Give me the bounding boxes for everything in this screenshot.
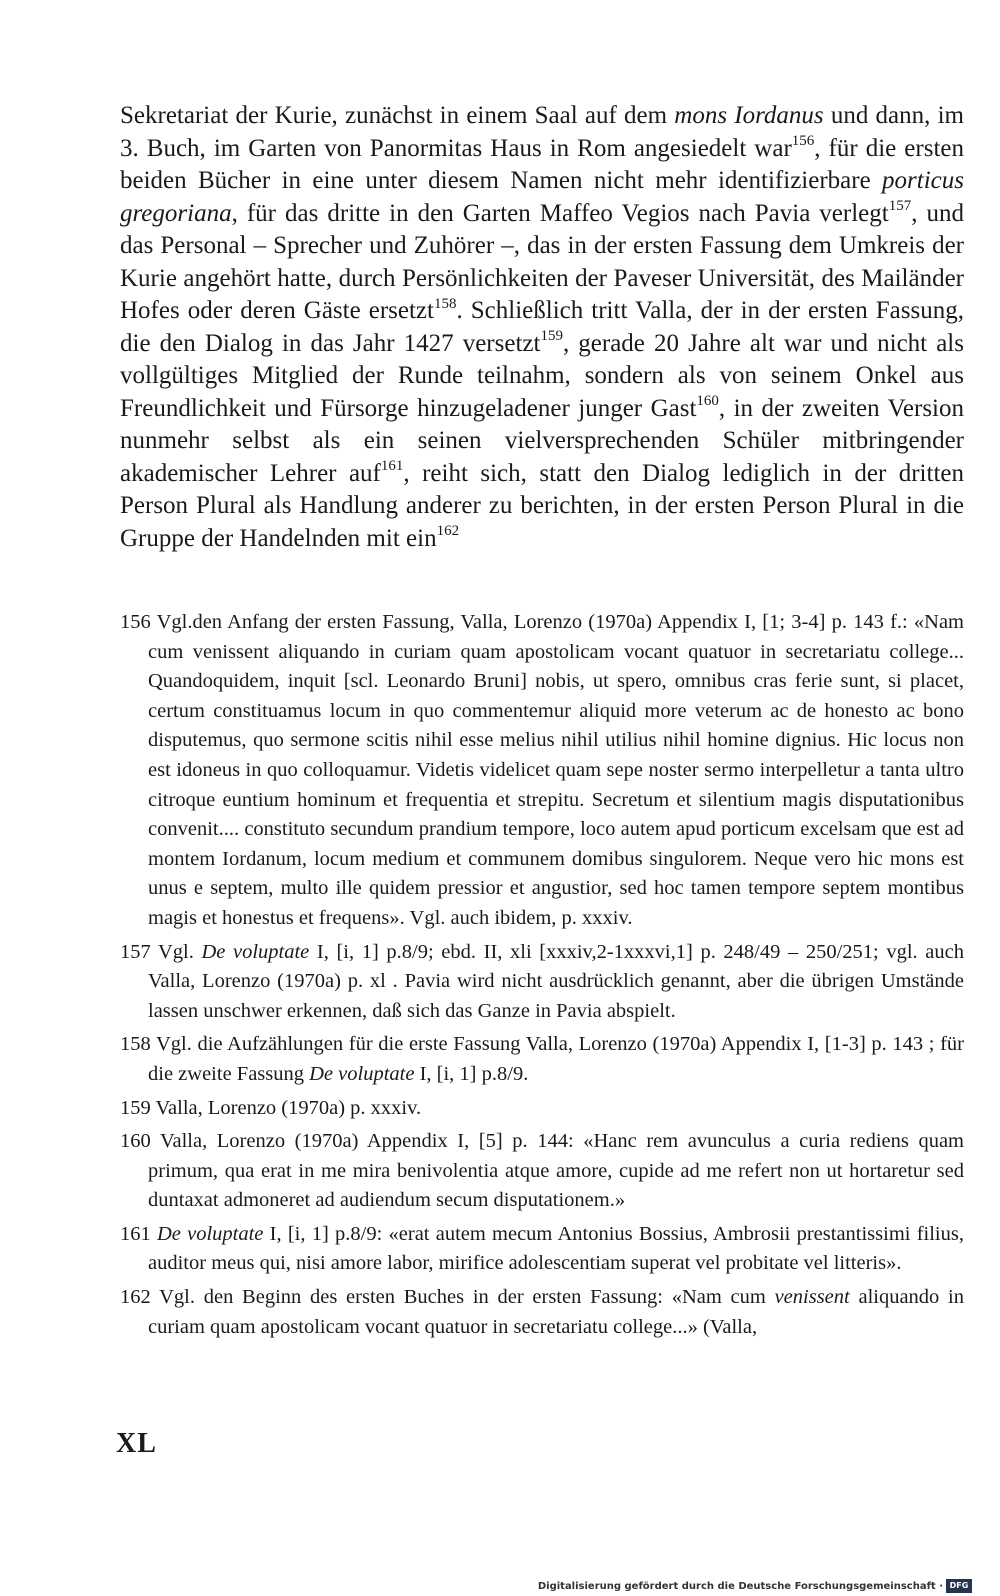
footnote-ref[interactable]: 157 [888, 198, 912, 215]
footnote-text: I, [i, 1] p.8/9: «erat autem mecum Antonius Bossius, Ambrosii prestantissimi filius, auditor meus qui, nisi amore labor, mirifice adolescentiam superat vel probitate vel litteris». [148, 1222, 964, 1275]
main-text [120, 100, 964, 555]
text-run: , reiht sich, statt den Dialog lediglich in der dritten Person Plural als Handlung anderer zu berichten, in der ersten Person Plural in die Gruppe der Handelnden mit ein [120, 459, 964, 552]
dfg-logo-icon: DFG [946, 1579, 972, 1593]
footnote-text: 157 Vgl. [120, 940, 202, 963]
italic-title: De voluptate [309, 1062, 415, 1085]
footnote-text: aliquando in curiam quam apostolicam vocant quatuor in secretariatu college...» (Valla, [148, 1286, 964, 1338]
footnote-159 [120, 1094, 964, 1124]
footnote-text: I, [i, 1] p.8/9; ebd. II, xli [xxxiv,2-1xxxvi,1] p. 248/49 – 250/251; vgl. auch Valla, Lorenzo (1970a) p. xl . Pavia wird nicht ausdrücklich genannt, aber die übrigen Umstände lassen unschwer erkennen, daß sich das Ganze in Pavia abspielt. [148, 940, 964, 1022]
footnote-160 [120, 1127, 964, 1216]
text-run: , gerade 20 Jahre alt war und nicht als vollgültiges Mitglied der Runde teilnahm, sondern als von seinem Onkel aus Freundlichkeit und Fürsorge hinzugeladener junger Gast [120, 329, 964, 422]
footnote-ref[interactable]: 162 [436, 523, 460, 540]
text-run: und dann, im 3. Buch, im Garten von Panormitas Haus in Rom angesiedelt war [120, 102, 964, 162]
footnote-156 [120, 608, 964, 934]
footnote-158 [120, 1030, 964, 1089]
footnote-ref[interactable]: 158 [433, 295, 457, 312]
footnote-157 [120, 938, 964, 1027]
italic-term: venissent [774, 1286, 850, 1309]
text-run: , in der zweiten Version nunmehr selbst als ein seinen vielversprechenden Schüler mitbringender akademischer Lehrer auf [120, 394, 965, 487]
page-number: XL [116, 1428, 157, 1459]
text-run: Sekretariat der Kurie, zunächst in einem Saal auf dem [120, 102, 675, 129]
footnote-text: 161 [120, 1222, 157, 1245]
footnote-text: 162 Vgl. den Beginn des ersten Buches in der ersten Fassung: «Nam cum [120, 1286, 775, 1309]
paragraph [120, 100, 964, 555]
footnote-ref[interactable]: 156 [791, 133, 815, 150]
footnote-text: 159 Valla, Lorenzo (1970a) p. xxxiv. [120, 1096, 422, 1119]
footnote-ref[interactable]: 159 [540, 328, 563, 345]
footnote-text: 156 Vgl.den Anfang der ersten Fassung, Valla, Lorenzo (1970a) Appendix I, [1; 3-4] p. 143 f.: «Nam cum venissent aliquando in curiam quam apostolicam vocant quatuor in secretariatu college... Quandoquidem, inquit [scl. Leonardo Bruni] nobis, ut spero, omnibus cras ferie sunt, si placet, certum constituamus locum in quo commentemur aliquid more veterum ac de honesto ac bono disputemus, quo sermone scitis nihil esse melius nihil utilius nihil homine dignius. Hic locus non est idoneus in quo colloquamur. Videtis videlicet quam sepe noster sermo interpelletur a tanta ultro citroque euntium hominum et frequentia et strepitu. Secretum et silentium magis disputationibus convenit.... constituto secundum prandium tempore, loco autem apud porticum excelsam que est ad montem Iordanum, locum medium et communem domibus singulorem. Neque vero hic mons est unus e septem, multo ille quidem pressior et angustior, sed hoc tamen tempore septem montibus magis et honestus et frequens». Vgl. auch ibidem, p. xxxiv. [120, 611, 964, 929]
footnote-text: 158 Vgl. die Aufzählungen für die erste Fassung Valla, Lorenzo (1970a) Appendix I, [1-3] p. 143 ; für die zweite Fassung [120, 1033, 964, 1085]
text-run: , für das dritte in den Garten Maffeo Vegios nach Pavia verlegt [231, 199, 889, 227]
credit-text: Digitalisierung gefördert durch die Deutsche Forschungsgemeinschaft · [537, 1580, 943, 1592]
footnote-162 [120, 1283, 964, 1342]
footnote-text: 160 Valla, Lorenzo (1970a) Appendix I, [5] p. 144: «Hanc rem avunculus a curia rediens quam primum, qua erat in me mira benivolentia atque amore, cupide ad me refert non ut hortaretur sed duntaxat admoneret ad audiendum secum disputationem.» [120, 1130, 964, 1212]
text-run: , und das Personal – Sprecher und Zuhörer –, das in der ersten Fassung dem Umkreis der Kurie angehört hatte, durch Persönlichkeiten der Paveser Universität, des Mailänder Hofes oder deren Gäste ersetzt [120, 199, 964, 324]
footnote-text: I, [i, 1] p.8/9. [414, 1062, 529, 1085]
italic-title: De voluptate [201, 940, 310, 963]
funding-credit [538, 1578, 972, 1594]
footnotes [120, 608, 964, 1346]
italic-term: porticus gregoriana [120, 167, 964, 227]
italic-term: mons Iordanus [674, 102, 824, 129]
footnote-161 [120, 1220, 964, 1279]
italic-title: De voluptate [156, 1222, 264, 1245]
footnote-ref[interactable]: 161 [380, 458, 404, 475]
footnote-ref[interactable]: 160 [696, 393, 719, 410]
text-run: . Schließlich tritt Valla, der in der ersten Fassung, die den Dialog in das Jahr 1427 versetzt [120, 297, 964, 357]
text-run: , für die ersten beiden Bücher in eine unter diesem Namen nicht mehr identifizierbare [120, 134, 964, 194]
